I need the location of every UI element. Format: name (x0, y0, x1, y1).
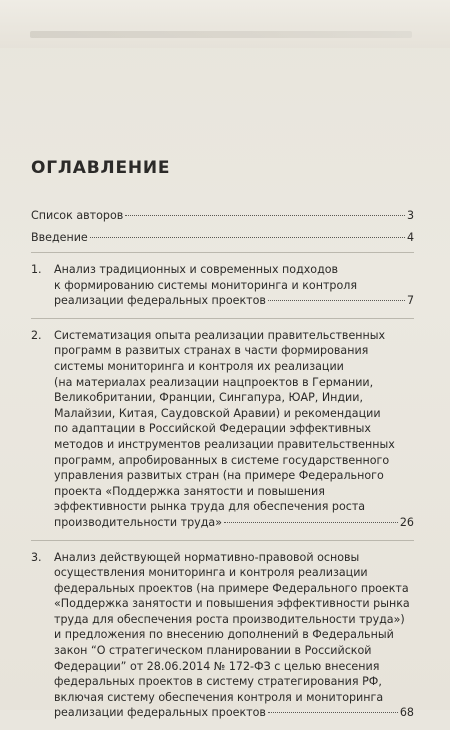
dot-leader (224, 522, 398, 523)
toc-page-number: 4 (406, 231, 414, 244)
section-title-line: Анализ традиционных и современных подходов (54, 263, 339, 276)
section-title-last-line (54, 705, 414, 721)
section-title-line: реализации федеральных проектов (54, 294, 266, 308)
section-title-line: федеральных проектов в систему стратегирования РФ, (54, 675, 382, 689)
section-title-last-line (54, 293, 414, 309)
table-of-contents (31, 208, 414, 730)
section-title (54, 550, 414, 722)
section-title-line: Великобритании, Франции, Сингапура, ЮАР, Индии, (54, 391, 363, 405)
section-title-line: проекта «Поддержка занятости и повышения (54, 484, 325, 498)
divider (31, 318, 414, 319)
previous-page-edge (0, 0, 450, 48)
section-title-line: федеральных проектов (на примере Федерального проекта (54, 581, 409, 595)
divider (31, 540, 414, 541)
section-title-line: реализации федеральных проектов (54, 706, 266, 720)
section-title-line: закон “О стратегическом планировании в Российской (54, 644, 372, 658)
section-title (54, 328, 414, 531)
section-title (54, 262, 414, 309)
section-title-line: Малайзии, Китая, Саудовской Аравии) и рекомендации (54, 406, 381, 420)
section-title-line: производительности труда» (54, 515, 222, 529)
section-title-line: Систематизация опыта реализации правительственных (54, 328, 386, 342)
dot-leader (268, 300, 405, 301)
section-title-line: включая систему обеспечения контроля и мониторинга (54, 690, 384, 704)
section-title-line: к формированию системы мониторинга и контроля (54, 278, 358, 292)
section-title-line: эффективности рынка труда для обеспечения роста (54, 500, 366, 514)
section-title-line: управления развитых стран (на примере Федерального (54, 469, 384, 483)
toc-page-number: 26 (399, 515, 414, 529)
section-number: 1. (31, 263, 42, 276)
dot-leader (268, 712, 398, 713)
section-title-line: осуществления мониторинга и контроля реализации (54, 566, 368, 580)
section-title-line: по адаптации в Российской Федерации эффективных (54, 422, 371, 436)
section-title-line: Федерации” от 28.06.2014 № 172-ФЗ с целью внесения (54, 659, 380, 673)
toc-page-number: 68 (399, 706, 414, 720)
dot-leader (125, 215, 405, 216)
section-number: 2. (31, 328, 42, 342)
section-title-line: системы мониторинга и контроля их реализации (54, 359, 344, 373)
section-title-line: программ, апробированных в системе государственного (54, 453, 390, 467)
section-title-line: труда для обеспечения роста производительности труда») (54, 612, 405, 626)
section-title-line: (на материалах реализации нацпроектов в Германии, (54, 375, 374, 389)
toc-page-number: 7 (406, 294, 414, 308)
section-title-line: Анализ действующей нормативно-правовой основы (54, 550, 360, 564)
section-title-line: и предложения по внесению дополнений в Федеральный (54, 628, 394, 642)
toc-entry-label: Список авторов (31, 209, 124, 222)
toc-section-3[interactable] (31, 550, 414, 722)
toc-section-1[interactable] (31, 262, 414, 309)
running-header-band (30, 31, 412, 38)
section-title-line: программ в развитых странах в части формирования (54, 344, 369, 358)
dot-leader (90, 237, 405, 238)
toc-entry-authors[interactable] (31, 208, 414, 224)
toc-section-2[interactable] (31, 328, 414, 531)
toc-title: ОГЛАВЛЕНИЕ (31, 158, 171, 178)
section-title-line: методов и инструментов реализации правительственных (54, 437, 395, 451)
divider (31, 252, 414, 253)
toc-page-number: 3 (406, 209, 414, 222)
section-title-last-line (54, 515, 414, 531)
section-number: 3. (31, 550, 42, 564)
toc-entry-label: Введение (31, 231, 88, 244)
toc-entry-introduction[interactable] (31, 230, 414, 246)
section-title-line: «Поддержка занятости и повышения эффективности рынка (54, 597, 410, 611)
